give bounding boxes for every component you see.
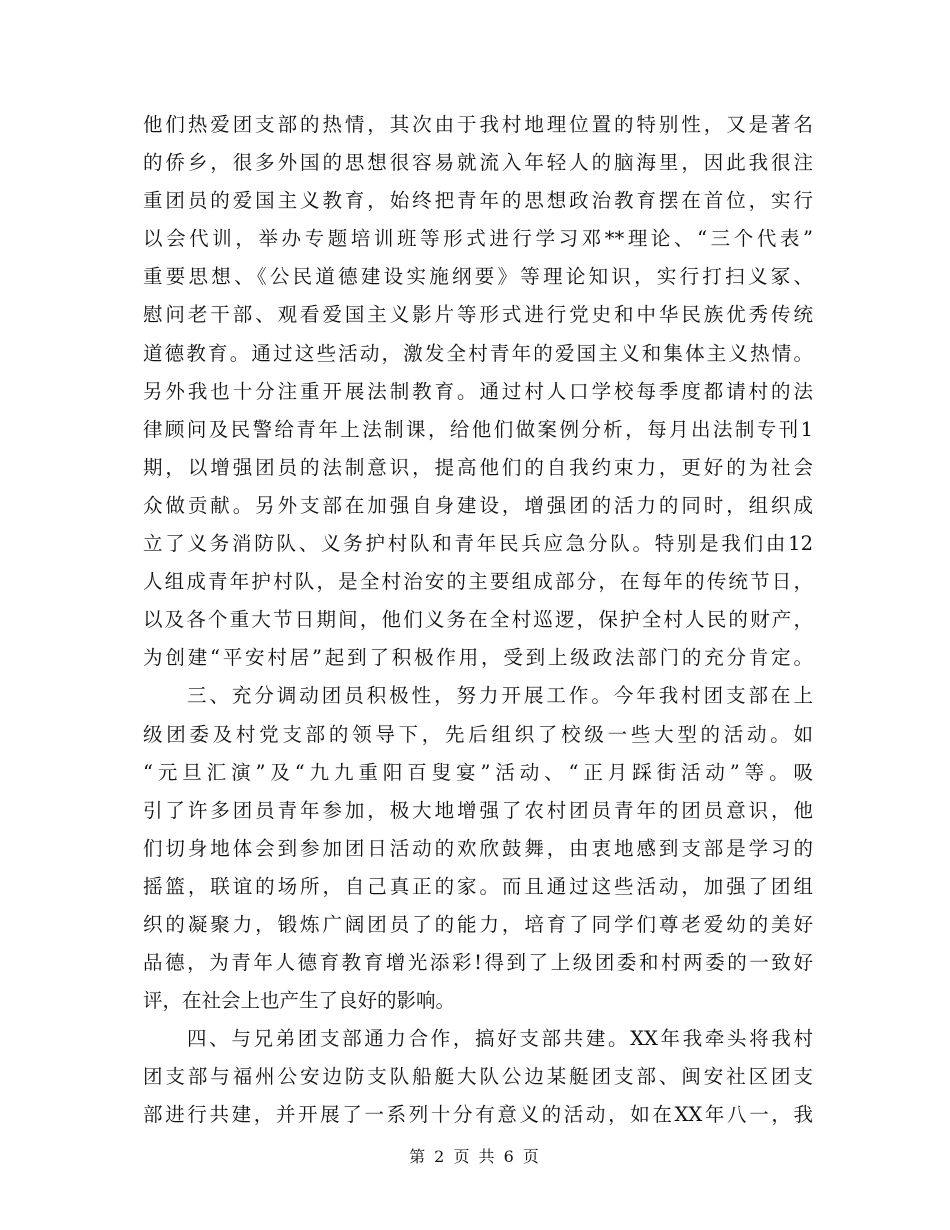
text-line: 期，以增强团员的法制意识，提高他们的自我约束力，更好的为社会: [143, 455, 813, 479]
text-line: 他们热爱团支部的热情，其次由于我村地理位置的特别性，又是著名: [143, 113, 813, 136]
text-line: 以会代训，举办专题培训班等形式进行学习邓**理论、“三个代表”: [143, 227, 813, 251]
text-line: 为创建“平安村居”起到了积极作用，受到上级政法部门的充分肯定。: [143, 646, 813, 670]
text-line: 引了许多团员青年参加，极大地增强了农村团员青年的团员意识，他: [143, 798, 813, 822]
text-line: 道德教育。通过这些活动，激发全村青年的爱国主义和集体主义热情。: [143, 341, 813, 365]
text-line: 律顾问及民警给青年上法制课，给他们做案例分析，每月出法制专刊1: [143, 417, 813, 441]
paragraph-start-line: 四、与兄弟团支部通力合作，搞好支部共建。XX年我牵头将我村: [187, 1027, 813, 1051]
text-line: 立了义务消防队、义务护村队和青年民兵应急分队。特别是我们由12: [143, 532, 813, 556]
text-line: 的侨乡，很多外国的思想很容易就流入年轻人的脑海里，因此我很注: [143, 151, 813, 175]
text-line: 级团委及村党支部的领导下，先后组织了校级一些大型的活动。如: [143, 722, 813, 746]
text-line: 另外我也十分注重开展法制教育。通过村人口学校每季度都请村的法: [143, 379, 813, 403]
text-line: 众做贡献。另外支部在加强自身建设，增强团的活力的同时，组织成: [143, 493, 813, 517]
text-line: 重要思想、《公民道德建设实施纲要》等理论知识，实行打扫义冢、: [143, 265, 813, 289]
paragraph-start-line: 三、充分调动团员积极性，努力开展工作。今年我村团支部在上: [187, 684, 813, 708]
text-line: 以及各个重大节日期间，他们义务在全村巡逻，保护全村人民的财产，: [143, 608, 813, 632]
text-line: “元旦汇演”及“九九重阳百叟宴”活动、“正月踩街活动”等。吸: [143, 760, 813, 784]
page-number-footer: 第 2 页 共 6 页: [409, 1147, 541, 1166]
text-line: 摇篮，联谊的场所，自己真正的家。而且通过这些活动，加强了团组: [143, 874, 813, 898]
text-line: 部进行共建，并开展了一系列十分有意义的活动，如在XX年八一，我: [143, 1103, 813, 1127]
text-line: 品德，为青年人德育教育增光添彩!得到了上级团委和村两委的一致好: [143, 951, 813, 975]
text-line: 们切身地体会到参加团日活动的欢欣鼓舞，由衷地感到支部是学习的: [143, 836, 813, 860]
text-line: 重团员的爱国主义教育，始终把青年的思想政治教育摆在首位，实行: [143, 189, 813, 213]
text-line: 团支部与福州公安边防支队船艇大队公边某艇团支部、闽安社区团支: [143, 1065, 813, 1089]
document-body: [143, 106, 813, 1135]
paragraph-end-line: 评，在社会上也产生了良好的影响。: [143, 989, 456, 1013]
text-line: 人组成青年护村队，是全村治安的主要组成部分，在每年的传统节日，: [143, 570, 813, 594]
text-line: 织的凝聚力，锻炼广阔团员了的能力，培育了同学们尊老爱幼的美好: [143, 912, 813, 936]
text-line: 慰问老干部、观看爱国主义影片等形式进行党史和中华民族优秀传统: [143, 303, 813, 327]
